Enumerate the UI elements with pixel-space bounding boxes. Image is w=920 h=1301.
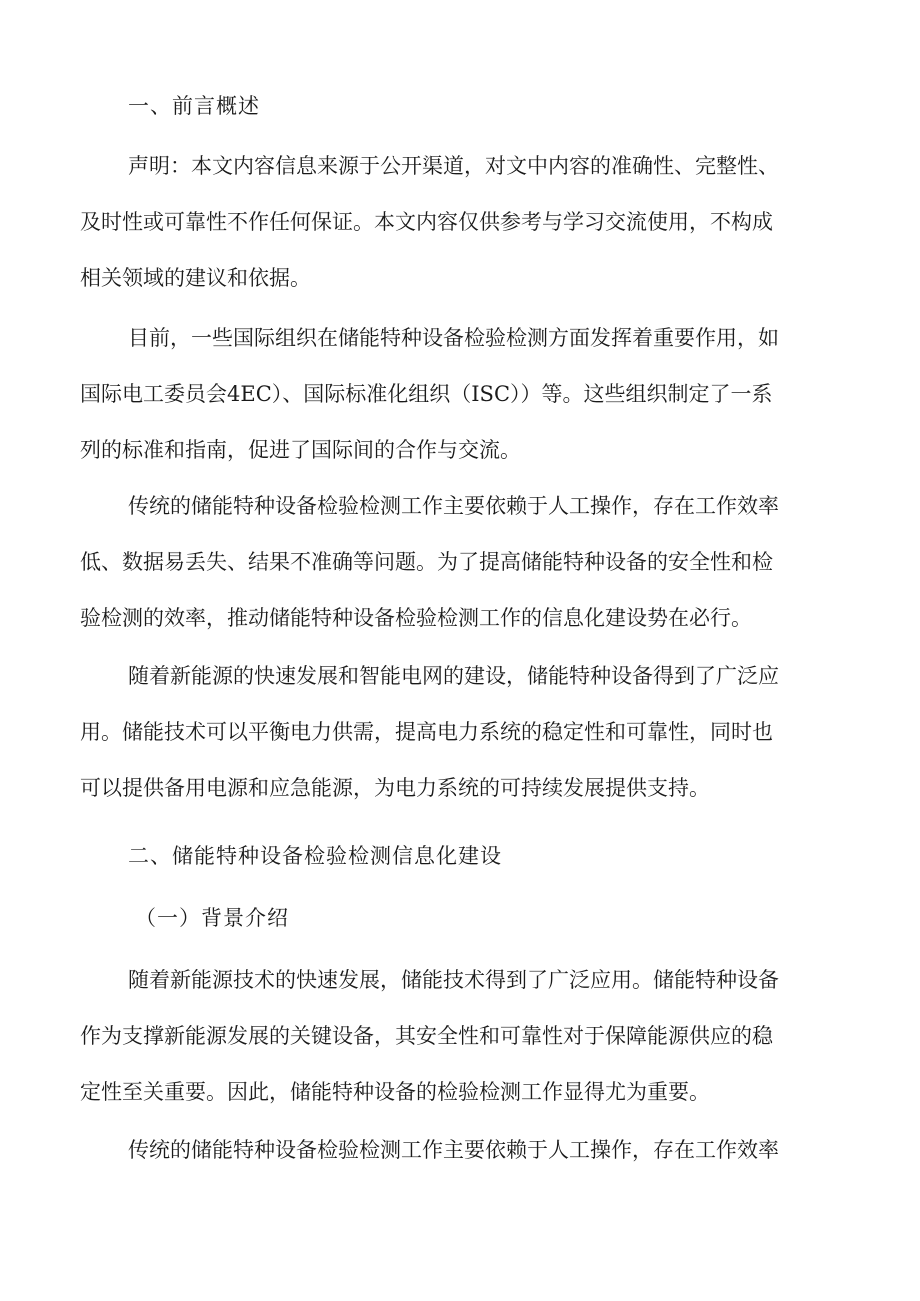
paragraph-traditional-work-continued bbox=[80, 1122, 860, 1178]
paragraph-line: 目前，一些国际组织在储能特种设备检验检测方面发挥着重要作用，如 bbox=[128, 326, 779, 350]
paragraph-line: 作为支撑新能源发展的关键设备，其安全性和可靠性对于保障能源供应的稳 bbox=[80, 1024, 773, 1048]
paragraph-line: 随着新能源的快速发展和智能电网的建设，储能特种设备得到了广泛应 bbox=[128, 664, 779, 688]
section-heading-preface: 一、前言概述 bbox=[128, 94, 260, 118]
paragraph-line: 验检测的效率，推动储能特种设备检验检测工作的信息化建设势在必行。 bbox=[80, 606, 752, 630]
paragraph-international-orgs bbox=[80, 310, 860, 478]
paragraph-line: 列的标准和指南，促进了国际间的合作与交流。 bbox=[80, 438, 521, 462]
paragraph-line: 相关领域的建议和依据。 bbox=[80, 266, 311, 290]
paragraph-line: 随着新能源技术的快速发展，储能技术得到了广泛应用。储能特种设备 bbox=[128, 968, 779, 992]
paragraph-line: 传统的储能特种设备检验检测工作主要依赖于人工操作，存在工作效率 bbox=[128, 1138, 779, 1162]
paragraph-disclaimer bbox=[80, 138, 860, 306]
paragraph-line: 声明：本文内容信息来源于公开渠道，对文中内容的准确性、完整性、 bbox=[128, 154, 779, 178]
subsection-heading-background: （一）背景介绍 bbox=[135, 906, 289, 930]
paragraph-new-energy bbox=[80, 648, 860, 816]
paragraph-line: 用。储能技术可以平衡电力供需，提高电力系统的稳定性和可靠性，同时也 bbox=[80, 720, 773, 744]
paragraph-background bbox=[80, 952, 860, 1120]
paragraph-line: 国际电工委员会4EC）、国际标准化组织（ISC））等。这些组织制定了一系 bbox=[80, 382, 773, 406]
paragraph-line: 低、数据易丢失、结果不准确等问题。为了提高储能特种设备的安全性和检 bbox=[80, 550, 773, 574]
paragraph-line: 传统的储能特种设备检验检测工作主要依赖于人工操作，存在工作效率 bbox=[128, 494, 779, 518]
paragraph-line: 可以提供备用电源和应急能源，为电力系统的可持续发展提供支持。 bbox=[80, 776, 710, 800]
paragraph-traditional-work bbox=[80, 478, 860, 646]
paragraph-line: 定性至关重要。因此，储能特种设备的检验检测工作显得尤为重要。 bbox=[80, 1080, 710, 1104]
paragraph-line: 及时性或可靠性不作任何保证。本文内容仅供参考与学习交流使用，不构成 bbox=[80, 210, 773, 234]
section-heading-informatization: 二、储能特种设备检验检测信息化建设 bbox=[128, 844, 502, 868]
